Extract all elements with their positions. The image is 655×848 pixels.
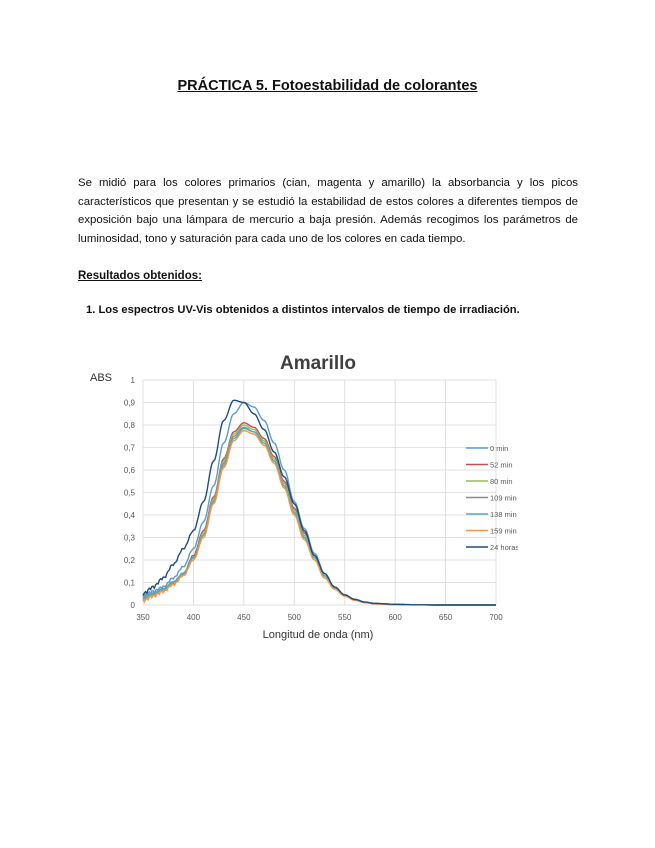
legend	[466, 444, 518, 552]
spectrum-chart	[78, 343, 518, 648]
y-tick-label: 0	[130, 601, 135, 610]
x-tick-label: 350	[136, 613, 150, 622]
x-axis-label: Longitud de onda (nm)	[262, 629, 374, 641]
y-tick-label: 1	[130, 376, 135, 385]
legend-label: 52 min	[490, 460, 513, 470]
series-line-138-min	[143, 428, 496, 605]
tick-labels	[124, 376, 503, 622]
legend-label: 80 min	[490, 477, 513, 486]
series-line-159-min	[143, 431, 496, 605]
y-axis-label: ABS	[90, 372, 113, 384]
series-line-109-min	[143, 427, 496, 605]
y-tick-label: 0,8	[123, 421, 135, 430]
y-tick-label: 0,4	[123, 511, 135, 520]
x-tick-label: 500	[287, 613, 301, 622]
legend-label: 109 min	[490, 493, 517, 503]
y-tick-label: 0,5	[123, 488, 135, 498]
intro-paragraph: Se midió para los colores primarios (cian, magenta y amarillo) la absorbancia y los picos característicos que presentan y se estudió la estabilidad de estos colores a diferentes tiempos de exposición bajo una lámpara de mercurio a baja presión. Además recogimos los parámetros de luminosidad, tono y saturación para cada uno de los colores en cada tiempo.	[78, 177, 578, 245]
x-tick-label: 400	[186, 613, 201, 622]
y-tick-label: 0,3	[123, 533, 135, 543]
x-tick-label: 450	[237, 613, 251, 622]
x-tick-label: 700	[489, 613, 503, 622]
chart-svg	[78, 343, 518, 648]
page-title: PRÁCTICA 5. Fotoestabilidad de colorantes	[177, 78, 478, 94]
legend-label: 159 min	[490, 526, 517, 536]
chart-title: Amarillo	[279, 353, 357, 374]
y-tick-label: 0,2	[123, 556, 135, 565]
section-heading: Resultados obtenidos:	[78, 270, 202, 282]
legend-label: 24 horas	[490, 543, 518, 552]
series-line-0-min	[143, 403, 496, 606]
x-tick-label: 550	[338, 613, 352, 622]
series-line-52-min	[143, 423, 496, 605]
x-tick-label: 600	[388, 613, 402, 622]
legend-label: 0 min	[490, 444, 509, 453]
legend-label: 138 min	[490, 510, 517, 519]
y-tick-label: 0,9	[123, 398, 135, 408]
series-lines	[143, 400, 496, 605]
grid-lines	[143, 380, 496, 605]
list-item-1: 1. Los espectros UV-Vis obtenidos a distintos intervalos de tiempo de irradiación.	[86, 304, 520, 316]
x-tick-label: 650	[438, 613, 453, 622]
y-tick-label: 0,7	[123, 443, 135, 453]
y-tick-label: 0,6	[123, 466, 135, 475]
series-line-24-horas	[143, 400, 496, 605]
y-tick-label: 0,1	[123, 578, 135, 588]
